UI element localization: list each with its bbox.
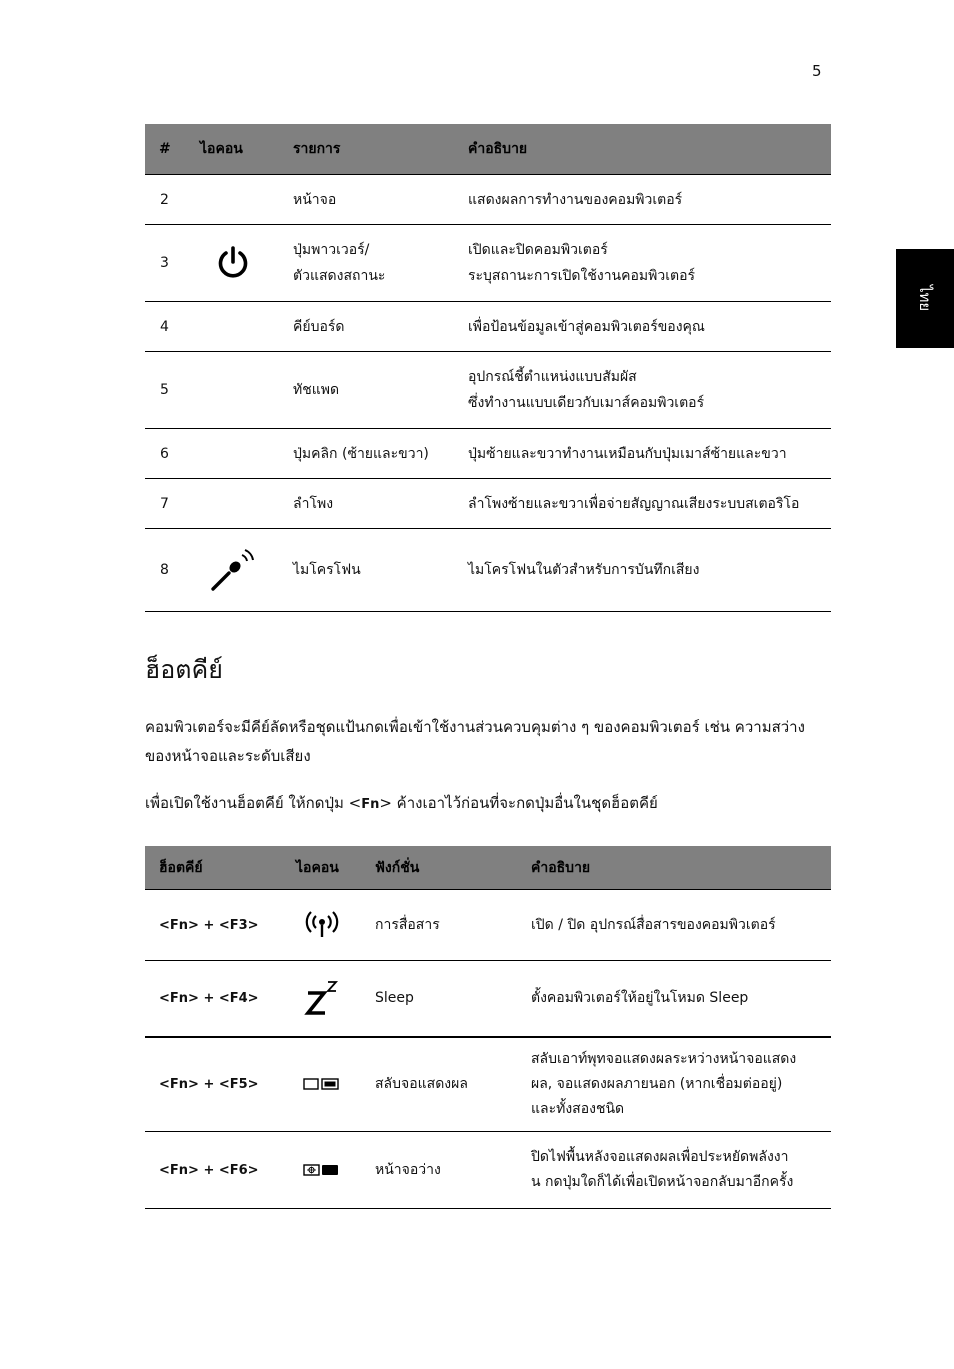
row-desc [517, 890, 831, 961]
row-item-line: ตัวแสดงสถานะ [293, 268, 386, 284]
fn-key-label: Fn [361, 797, 380, 812]
wireless-icon [302, 910, 342, 940]
section-title-hotkeys: ฮ็อตคีย์ [145, 655, 223, 684]
row-icon [186, 429, 279, 479]
components-table [145, 124, 831, 612]
row-item-line: ไมโครโฟน [293, 562, 361, 578]
col-header-icon: ไอคอน [282, 846, 361, 890]
row-desc-line: ผล, จอแสดงผลภายนอก (หากเชื่อมต่ออยู่) [531, 1075, 783, 1092]
row-num: 4 [145, 302, 186, 352]
row-desc-line: เพื่อป้อนข้อมูลเข้าสู่คอมพิวเตอร์ของคุณ [468, 318, 705, 335]
row-item [279, 479, 454, 529]
table-row [145, 479, 831, 529]
table-row [145, 529, 831, 612]
row-function: สลับจอแสดงผล [361, 1037, 517, 1132]
row-item [279, 529, 454, 612]
row-item [279, 352, 454, 429]
row-icon [282, 961, 361, 1037]
row-desc-line: ไมโครโฟนในตัวสำหรับการบันทึกเสียง [468, 562, 700, 578]
row-desc-line: ซึ่งทำงานแบบเดียวกับเมาส์คอมพิวเตอร์ [468, 395, 705, 411]
hotkeys-table [145, 846, 831, 1209]
row-item [279, 175, 454, 225]
row-icon [282, 890, 361, 961]
row-desc-line: สลับเอาท์พุทจอแสดงผลระหว่างหน้าจอแสดง [531, 1050, 797, 1067]
row-item-line: หน้าจอ [293, 191, 337, 208]
power-icon [215, 245, 251, 281]
col-header-num: # [145, 124, 186, 175]
page-number: 5 [812, 62, 822, 80]
row-desc [517, 961, 831, 1037]
row-desc-line: ปุ่มซ้ายและขวาทำงานเหมือนกับปุ่มเมาส์ซ้ายและขวา [468, 445, 787, 462]
row-item [279, 429, 454, 479]
row-item-line: ปุ่มพาวเวอร์/ [293, 242, 370, 258]
row-item-line: ทัชแพด [293, 382, 340, 398]
row-desc-line: ปิดไฟพื้นหลังจอแสดงผลเพื่อประหยัดพลังงา [531, 1149, 789, 1165]
row-function: Sleep [361, 961, 517, 1037]
col-header-function: ฟังก์ชั่น [361, 846, 517, 890]
table-row [145, 225, 831, 302]
table-row [145, 961, 831, 1037]
table-row [145, 1132, 831, 1209]
row-item-line: ปุ่มคลิก (ซ้ายและขวา) [293, 445, 429, 462]
table-row [145, 1037, 831, 1132]
row-desc-line: อุปกรณ์ชี้ตำแหน่งแบบสัมผัส [468, 369, 637, 385]
row-desc [454, 175, 831, 225]
instruction-text: > ค้างเอาไว้ก่อนที่จะกดปุ่มอื่นในชุดฮ็อตคีย์ [379, 794, 658, 812]
row-num: 5 [145, 352, 186, 429]
table-row [145, 175, 831, 225]
row-num: 7 [145, 479, 186, 529]
row-item-line: คีย์บอร์ด [293, 318, 345, 335]
row-desc [517, 1132, 831, 1209]
table-row [145, 890, 831, 961]
row-hotkey: <Fn> + <F6> [145, 1132, 282, 1209]
col-header-item: รายการ [279, 124, 454, 175]
display-toggle-icon [302, 1076, 342, 1092]
hotkey-instruction-paragraph [145, 789, 831, 819]
language-tab-label: ไทย [916, 285, 934, 312]
row-desc-line: และทั้งสองชนิด [531, 1100, 625, 1117]
row-icon [282, 1132, 361, 1209]
row-icon [186, 352, 279, 429]
row-desc [454, 479, 831, 529]
instruction-text: เพื่อเปิดใช้งานฮ็อตคีย์ ให้กดปุ่ม < [145, 794, 362, 812]
microphone-icon [209, 547, 257, 593]
row-desc [454, 429, 831, 479]
row-icon [186, 175, 279, 225]
row-desc [517, 1037, 831, 1132]
row-desc-line: แสดงผลการทำงานของคอมพิวเตอร์ [468, 191, 683, 208]
row-item [279, 302, 454, 352]
table-row [145, 352, 831, 429]
language-tab [896, 249, 954, 348]
row-desc [454, 302, 831, 352]
row-function: การสื่อสาร [361, 890, 517, 961]
row-desc-line: ลำโพงซ้ายและขวาเพื่อจ่ายสัญญาณเสียงระบบสเตอริโอ [468, 495, 800, 512]
row-desc-line: เปิดและปิดคอมพิวเตอร์ [468, 242, 608, 258]
row-desc-line: ระบุสถานะการเปิดใช้งานคอมพิวเตอร์ [468, 268, 696, 284]
row-desc [454, 225, 831, 302]
row-desc-line: เปิด / ปิด อุปกรณ์สื่อสารของคอมพิวเตอร์ [531, 916, 776, 933]
row-desc [454, 529, 831, 612]
row-num: 3 [145, 225, 186, 302]
table-row [145, 302, 831, 352]
row-hotkey: <Fn> + <F4> [145, 961, 282, 1037]
row-desc [454, 352, 831, 429]
row-item [279, 225, 454, 302]
col-header-hotkey: ฮ็อตคีย์ [145, 846, 282, 890]
row-icon [186, 479, 279, 529]
row-num: 2 [145, 175, 186, 225]
col-header-desc: คำอธิบาย [454, 124, 831, 175]
table-header-row [145, 124, 831, 175]
row-icon [186, 225, 279, 302]
row-icon [186, 529, 279, 612]
row-function: หน้าจอว่าง [361, 1132, 517, 1209]
row-desc-line: ตั้งคอมพิวเตอร์ให้อยู่ในโหมด Sleep [531, 989, 749, 1006]
screen-blank-icon [302, 1162, 342, 1178]
row-hotkey: <Fn> + <F3> [145, 890, 282, 961]
row-icon [186, 302, 279, 352]
row-num: 6 [145, 429, 186, 479]
sleep-icon [304, 979, 340, 1017]
table-row [145, 429, 831, 479]
col-header-icon: ไอคอน [186, 124, 279, 175]
table-header-row [145, 846, 831, 890]
row-num: 8 [145, 529, 186, 612]
row-item-line: ลำโพง [293, 495, 334, 512]
col-header-desc: คำอธิบาย [517, 846, 831, 890]
row-desc-line: น กดปุ่มใดก็ได้เพื่อเปิดหน้าจอกลับมาอีกครั้ง [531, 1174, 794, 1190]
hotkey-intro-paragraph: คอมพิวเตอร์จะมีคีย์ลัดหรือชุดแป้นกดเพื่อเข้าใช้งานส่วนควบคุมต่าง ๆ ของคอมพิวเตอร์ เช่น ความสว่างของหน้าจอและระดับเสียง [145, 718, 805, 765]
row-hotkey: <Fn> + <F5> [145, 1037, 282, 1132]
row-icon [282, 1037, 361, 1132]
